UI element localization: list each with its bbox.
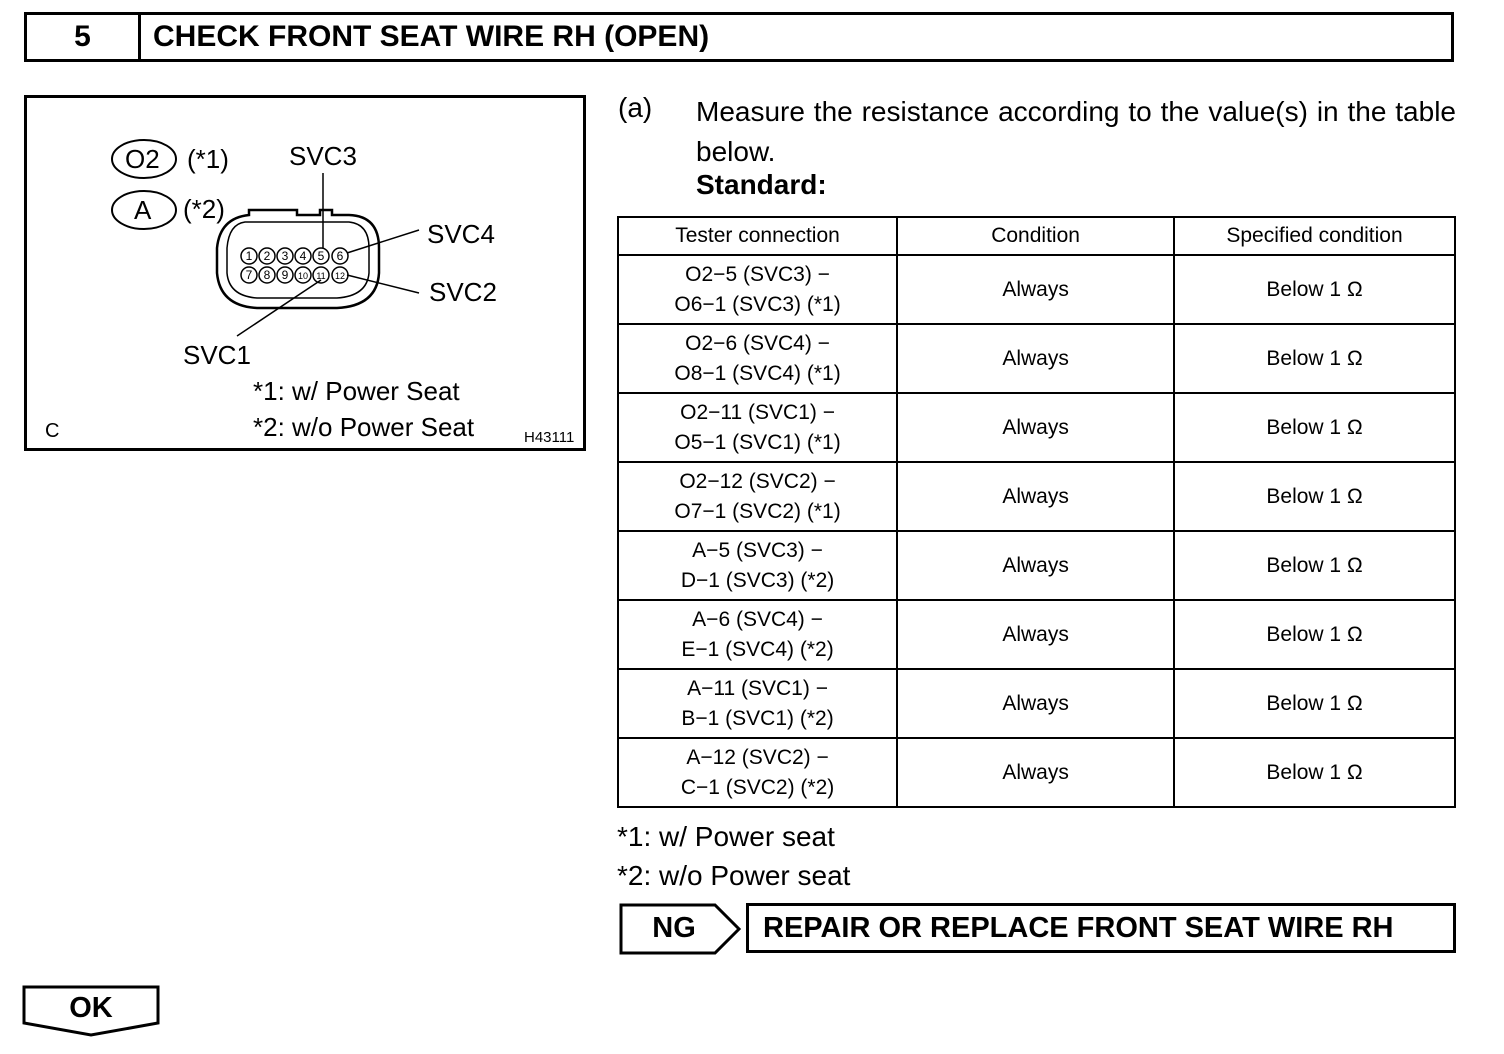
view-letter: C: [45, 420, 60, 442]
pin-label: 1: [245, 249, 253, 263]
spec-cell: Below 1 Ω: [1174, 738, 1455, 807]
header-tester-connection: Tester connection: [618, 217, 897, 255]
condition-cell: Always: [897, 393, 1174, 462]
pin-label: 10: [297, 271, 309, 281]
pin-label: 2: [263, 249, 271, 263]
spec-cell: Below 1 Ω: [1174, 324, 1455, 393]
condition-cell: Always: [897, 324, 1174, 393]
tester-connection-cell: O2−6 (SVC4) − O8−1 (SVC4) (*1): [618, 324, 897, 393]
table-header-row: [618, 217, 1455, 255]
pin-label: 5: [317, 249, 325, 263]
standard-label: Standard:: [696, 169, 827, 200]
header-condition: Condition: [897, 217, 1174, 255]
pin-label: 11: [316, 271, 326, 281]
pin-label: 12: [334, 271, 346, 281]
spec-cell: Below 1 Ω: [1174, 531, 1455, 600]
diagram-note-2: *2: w/o Power Seat: [253, 412, 475, 442]
svc4-leader: [347, 230, 419, 253]
connector-o2-label: O2: [125, 144, 160, 174]
table-row: [618, 669, 1455, 738]
pin-label: 3: [281, 249, 289, 263]
tester-connection-cell: O2−5 (SVC3) − O6−1 (SVC3) (*1): [618, 255, 897, 324]
tester-connection-cell: A−5 (SVC3) − D−1 (SVC3) (*2): [618, 531, 897, 600]
table-row: [618, 738, 1455, 807]
condition-cell: Always: [897, 531, 1174, 600]
svc3-label: SVC3: [289, 141, 357, 171]
table-notes: [617, 817, 850, 895]
svc1-label: SVC1: [183, 340, 251, 370]
table-row: [618, 255, 1455, 324]
note-ref-2: (*2): [183, 194, 225, 224]
ng-action: REPAIR OR REPLACE FRONT SEAT WIRE RH: [746, 903, 1456, 953]
substep-label: (a): [618, 92, 653, 123]
condition-cell: Always: [897, 669, 1174, 738]
instruction-text: Measure the resistance according to the value(s) in the table below.: [696, 96, 1456, 167]
connector-diagram: [24, 95, 586, 451]
spec-cell: Below 1 Ω: [1174, 600, 1455, 669]
pin-label: 9: [281, 268, 289, 282]
note-1: *1: w/ Power seat: [617, 821, 835, 852]
note-ref-1: (*1): [187, 144, 229, 174]
pin-label: 6: [336, 249, 344, 263]
header-specified-condition: Specified condition: [1174, 217, 1455, 255]
figure-id: H43111: [524, 429, 575, 446]
tester-connection-cell: O2−11 (SVC1) − O5−1 (SVC1) (*1): [618, 393, 897, 462]
step-header: [24, 12, 1454, 62]
condition-cell: Always: [897, 600, 1174, 669]
pin-label: 8: [263, 268, 271, 282]
condition-cell: Always: [897, 462, 1174, 531]
tester-connection-cell: O2−12 (SVC2) − O7−1 (SVC2) (*1): [618, 462, 897, 531]
ok-label: OK: [69, 991, 113, 1024]
resistance-table: [617, 216, 1456, 808]
spec-cell: Below 1 Ω: [1174, 255, 1455, 324]
condition-cell: Always: [897, 255, 1174, 324]
tester-connection-cell: A−6 (SVC4) − E−1 (SVC4) (*2): [618, 600, 897, 669]
spec-cell: Below 1 Ω: [1174, 393, 1455, 462]
connector-a-label: A: [134, 195, 152, 225]
table-row: [618, 393, 1455, 462]
svc2-leader: [347, 275, 419, 293]
pin-label: 4: [299, 249, 307, 263]
pin-label: 7: [245, 268, 253, 282]
note-2: *2: w/o Power seat: [617, 860, 851, 891]
table-row: [618, 462, 1455, 531]
tester-connection-cell: A−11 (SVC1) − B−1 (SVC1) (*2): [618, 669, 897, 738]
table-row: [618, 324, 1455, 393]
spec-cell: Below 1 Ω: [1174, 462, 1455, 531]
step-title: CHECK FRONT SEAT WIRE RH (OPEN): [153, 20, 710, 53]
table-row: [618, 600, 1455, 669]
step-number: 5: [27, 15, 141, 59]
tester-connection-cell: A−12 (SVC2) − C−1 (SVC2) (*2): [618, 738, 897, 807]
spec-cell: Below 1 Ω: [1174, 669, 1455, 738]
condition-cell: Always: [897, 738, 1174, 807]
svc4-label: SVC4: [427, 219, 495, 249]
diagram-note-1: *1: w/ Power Seat: [253, 376, 460, 406]
table-row: [618, 531, 1455, 600]
ng-label: NG: [652, 911, 696, 944]
svc2-label: SVC2: [429, 277, 497, 307]
